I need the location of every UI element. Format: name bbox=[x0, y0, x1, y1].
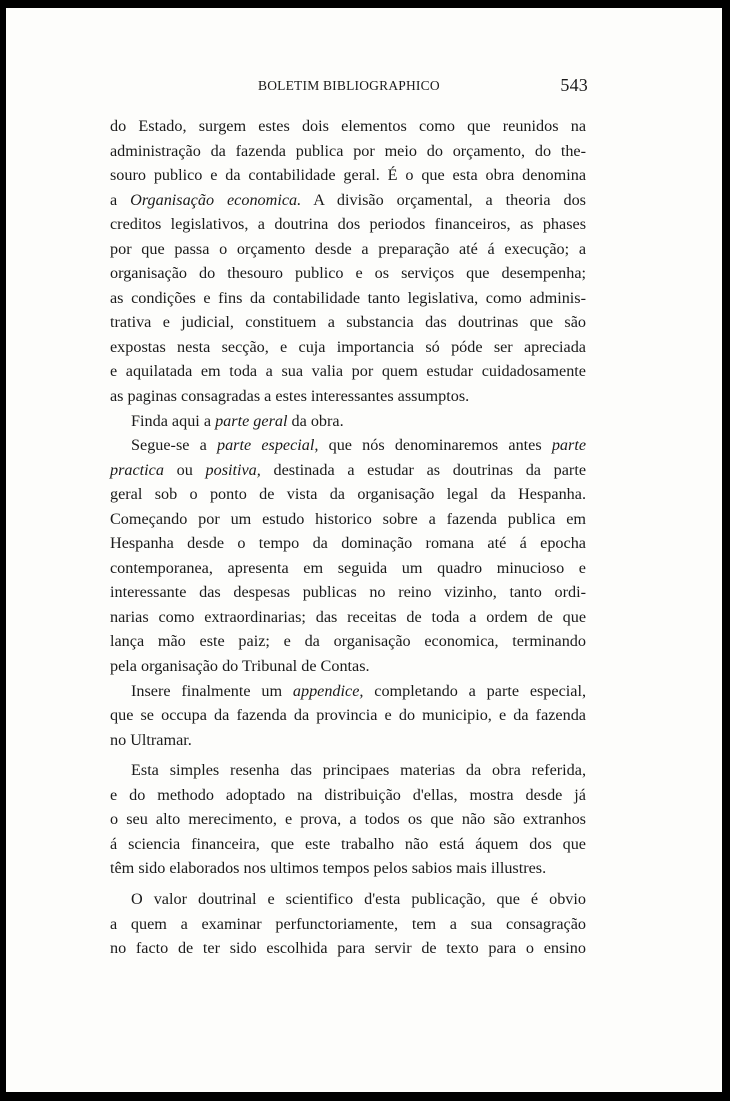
body-text bbox=[110, 114, 586, 961]
text-line: Segue-se a parte especial, que nós denominaremos antes parte bbox=[131, 436, 586, 455]
text-line: geral sob o ponto de vista da organisação legal da Hespanha. bbox=[110, 485, 586, 504]
text-line: a Organisação economica. A divisão orçamental, a theoria dos bbox=[110, 190, 586, 209]
text-line: por que passa o orçamento desde a preparação até á execução; a bbox=[110, 239, 586, 258]
text-line: o seu alto merecimento, e prova, a todos os que não são extranhos bbox=[110, 810, 586, 829]
text-line: souro publico e da contabilidade geral. É o que esta obra denomina bbox=[110, 166, 586, 185]
text-line: creditos legislativos, a doutrina dos periodos financeiros, as phases bbox=[110, 215, 586, 234]
paragraph bbox=[110, 758, 586, 881]
text-line: no Ultramar. bbox=[110, 730, 192, 749]
italic-term: parte especial, bbox=[216, 436, 319, 455]
paragraph bbox=[110, 679, 586, 753]
text-line: Insere finalmente um appendice, completando a parte especial, bbox=[131, 681, 586, 700]
paragraph bbox=[110, 114, 586, 409]
text-line: que se occupa da fazenda da provincia e do municipio, e da fazenda bbox=[110, 706, 586, 725]
text-line: narias como extraordinarias; das receitas de toda a ordem de que bbox=[110, 607, 586, 626]
text-line: trativa e judicial, constituem a substancia das doutrinas que são bbox=[110, 313, 586, 332]
text-line: Finda aqui a parte geral da obra. bbox=[131, 411, 344, 430]
text-line: contemporanea, apresenta em seguida um quadro minucioso e bbox=[110, 558, 586, 577]
italic-term: parte bbox=[551, 436, 586, 455]
text-line: no facto de ter sido escolhida para servir de texto para o ensino bbox=[110, 939, 586, 958]
italic-term: positiva, bbox=[205, 460, 261, 479]
text-line: á sciencia financeira, que este trabalho não está áquem dos que bbox=[110, 834, 586, 853]
text-line: O valor doutrinal e scientifico d'esta publicação, que é obvio bbox=[131, 889, 586, 908]
text-line: têm sido elaborados nos ultimos tempos pelos sabios mais illustres. bbox=[110, 859, 547, 878]
paragraph bbox=[110, 433, 586, 678]
italic-term: Organisação economica. bbox=[130, 190, 302, 209]
text-line: pela organisação do Tribunal de Contas. bbox=[110, 657, 370, 676]
paragraph bbox=[110, 887, 586, 961]
italic-term: parte geral bbox=[215, 411, 288, 430]
text-line: Esta simples resenha das principaes materias da obra referida, bbox=[131, 761, 586, 780]
text-line: administração da fazenda publica por meio do orçamento, do the- bbox=[110, 141, 586, 160]
running-title: BOLETIM BIBLIOGRAPHICO bbox=[258, 78, 440, 93]
text-line: as paginas consagradas a estes interessantes assumptos. bbox=[110, 387, 470, 406]
text-line: interessante das despesas publicas no reino vizinho, tanto ordi- bbox=[110, 583, 586, 602]
paragraph bbox=[110, 409, 586, 434]
page-number: 543 bbox=[560, 75, 588, 95]
text-line: Hespanha desde o tempo da dominação romana até á epocha bbox=[110, 534, 586, 553]
text-line: e do methodo adoptado na distribuição d'ellas, mostra desde já bbox=[110, 785, 586, 804]
text-line: as condições e fins da contabilidade tanto legislativa, como adminis- bbox=[110, 288, 586, 307]
text-line: e aquilatada em toda a sua valia por quem estudar cuidadosamente bbox=[110, 362, 586, 381]
italic-term: practica bbox=[110, 460, 164, 479]
text-line: organisação do thesouro publico e os serviços que desempenha; bbox=[110, 264, 586, 283]
text-line: expostas nesta secção, e cuja importancia só póde ser apreciada bbox=[110, 337, 586, 356]
text-line: Começando por um estudo historico sobre a fazenda publica em bbox=[110, 509, 586, 528]
text-line: a quem a examinar perfunctoriamente, tem a sua consagração bbox=[110, 914, 586, 933]
text-line: practica ou positiva, destinada a estudar as doutrinas da parte bbox=[110, 460, 587, 479]
italic-term: appendice, bbox=[292, 681, 364, 700]
text-line: lança mão este paiz; e da organisação economica, terminando bbox=[110, 632, 586, 651]
text-line: do Estado, surgem estes dois elementos como que reunidos na bbox=[110, 117, 586, 135]
